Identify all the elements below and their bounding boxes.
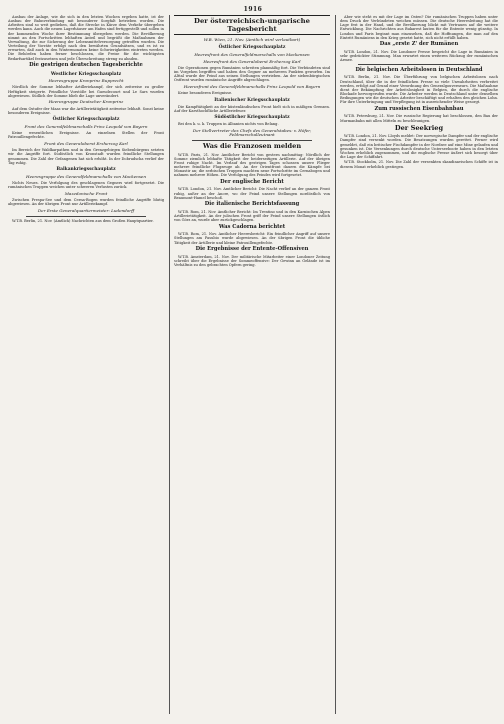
column-right: [340, 15, 498, 718]
report-paragraph: W.T.B. Amsterdam, 21. Nov. Der militärische Mitarbeiter einer Londoner Zeitung schreibt über die Ergebnisse der Sommeoffensive: Der Gewinn an Gelände ist im Verhältnis zu den gebrachten Opfern gering.: [174, 254, 330, 268]
subheading: Heeresfront des Generalfeldmarschalls Prinz Leopold von Bayern: [183, 84, 321, 90]
newspaper-page: [8, 6, 498, 718]
report-paragraph: Im Bereich der Waldkarpathen und in den Grenzgebirgen Siebenbürgens setzten wir die Angriffe fort. Südöstlich von Kronstadt wurden feindliche Stellungen genommen. Die Zahl der Gefangenen hat sich erhöht. In der Dobrudscha verlief der Tag ruhig.: [8, 148, 164, 165]
subheading: Balkankriegsschauplatz: [56, 167, 116, 173]
section-heading: Zum russischen Eisenbahnbau: [374, 105, 464, 112]
section-heading: Der englische Bericht: [220, 178, 284, 185]
report-paragraph: Die Operationen gegen Rumänien schreiten planmäßig fort. Die Verbündeten sind im Vorgehen begriffen und haben den Gegner an mehreren Punkten geworfen. Im Alttal wurde der Feind aus seinen Stellungen vertrieben. An der siebenbürgischen Ostfront wurden rumänische Angriffe abgeschlagen.: [174, 65, 330, 83]
subheading: Östlicher Kriegsschauplatz: [52, 117, 120, 123]
subheading: Heeresfront des Generaloberst Erzherzog Karl: [203, 58, 301, 64]
section-heading: Die belgischen Arbeitslosen in Deutschland: [355, 66, 483, 73]
dateline: W.B. Wien, 21. Nov. (Amtlich wird verlautbart): [203, 36, 301, 42]
section-heading: Was Cadorna berichtet: [218, 223, 286, 230]
subheading: Front des Generaloberst Erzherzog Karl: [44, 141, 128, 147]
report-paragraph: Bei den k. u. k. Truppen in Albanien nichts von Belang.: [178, 121, 279, 126]
report-paragraph: W.T.B. London, 21. Nov. Amtlicher Bericht: Die Nacht verlief an der ganzen Front ruhig, außer an der Ancre, wo der Feind unsere Stellungen nordöstlich von Beaumont-Hamel beschoß.: [174, 187, 330, 200]
subheading: Heeresgruppe des Generalfeldmarschalls von Mackensen: [26, 173, 146, 179]
column-divider: [335, 15, 336, 714]
report-paragraph: Keine wesentlichen Ereignisse. An einzelnen Stellen der Front Patrouillengefechte.: [8, 131, 164, 140]
separator: [26, 216, 146, 217]
subheading: Front des Generalfeldmarschalls Prinz Leopold von Bayern: [24, 124, 148, 129]
report-paragraph: Zwischen Prespa-See und dem Cerna-Bogen wurden feindliche Angriffe blutig abgewiesen. An der übrigen Front nur Artilleriekampf.: [8, 198, 164, 207]
subheading: Westlicher Kriegsschauplatz: [50, 71, 122, 77]
intro-paragraph: Aber wie steht es mit der Lage im Osten? Die rumänischen Truppen haben unter dem Druck der Verbündeten weichen müssen. Die deutsche Heeresleitung hat die Lage fest in der Hand, und die Bevölkerung blickt mit Vertrauen auf die weitere Entwicklung. Die Nachrichten aus Bukarest lauten für die Entente wenig günstig. In London und Paris beginnt man einzusehen, daß die Hoffnungen, die man auf den Eintritt Rumäniens in den Krieg gesetzt hatte, sich nicht erfüllt haben.: [340, 15, 498, 40]
report-paragraph: W.T.B. Berlin, 21. Nov. Die Überführung von belgischen Arbeitslosen nach Deutschland, über die in der feindlichen Presse so viele Unwahrheiten verbreitet werden, erfolgt auf Grund einer Verordnung des Generalgouverneurs. Die Maßnahme dient der Bekämpfung der Arbeitslosigkeit in Belgien, die durch die englische Blockade hervorgerufen wurde. Die Arbeiter werden in Deutschland unter denselben Bedingungen wie die deutschen Arbeiter beschäftigt und erhalten den gleichen Lohn. Für ihre Unterbringung und Verpflegung ist in ausreichender Weise gesorgt.: [340, 75, 498, 105]
column-divider: [169, 15, 170, 714]
subheading: Italienischer Kriegsschauplatz: [214, 97, 290, 103]
section-heading: Die italienische Berichtsfassung: [204, 201, 300, 208]
subheading: Östlicher Kriegsschauplatz: [218, 45, 286, 51]
report-paragraph: W.T.B. Stockholm, 21. Nov. Die Zahl der versenkten skandinavischen Schiffe ist in diesem Monat erheblich gestiegen.: [340, 160, 498, 169]
column-banner: Der österreichisch-ungarische Tagesbericht: [174, 15, 330, 35]
report-paragraph: Nördlich der Somme lebhafter Artilleriekampf, der sich zeitweise zu großer Heftigkeit steigerte. Feindliche Vorstöße bei Gueudecourt und Le Sars wurden abgewiesen. Südlich der Somme blieb die Lage unverändert.: [8, 85, 164, 98]
report-paragraph: W.T.B. London, 21. Nov. Lloyds meldet: Der norwegische Dampfer und der englische Dampfer sind versenkt worden. Die Besatzungen wurden gerettet. Ferner wird gemeldet, daß ein britischer Fischdampfer in der Nordsee auf eine Mine gelaufen und gesunken ist. Die Versenkungen durch deutsche Unterseeboote haben in den letzten Wochen erheblich zugenommen, und die englische Presse äußert sich besorgt über die Lage der Schiffahrt.: [340, 134, 498, 160]
section-heading: Der Seekrieg: [394, 124, 444, 133]
section-heading: Die Ergebnisse der Entente-Offensiven: [195, 246, 309, 253]
separator: [358, 64, 480, 65]
report-paragraph: W.T.B. Paris, 21. Nov. Amtlicher Bericht von gestern nachmittag: Nördlich der Somme ziemlich lebhafte Tätigkeit der beiderseitigen Artillerie. Auf der übrigen Front ruhige Nacht. Im Verlauf des gestrigen Tages schossen unsere Flieger mehrere feindliche Flugzeuge ab. An der Orientfront dauern die Kämpfe bei Monastir an; die serbischen Truppen machten neue Fortschritte im Cernabogen und nahmen mehrere Höhen. Die Verfolgung des Feindes wird fortgesetzt.: [174, 152, 330, 178]
section-heading: Die gestrigen deutschen Tagesberichte: [29, 62, 143, 69]
section-heading: Was die Franzosen melden: [202, 142, 302, 151]
report-paragraph: Die Kampftätigkeit an der küstenländischen Front hielt sich in mäßigen Grenzen. Auf der Karsthochfläche Artilleriefeuer.: [174, 104, 330, 113]
dateline-paragraph: W.T.B. Berlin, 21. Nov. (Amtlich) Nachrichten aus dem Großen Hauptquartier.: [12, 218, 154, 223]
page-number: 1916: [243, 6, 263, 13]
report-paragraph: W.T.B. London, 21. Nov. Die Londoner Presse bespricht die Lage in Rumänien in sehr gedrückter Stimmung. Man erwartet einen weiteren Rückzug der rumänischen Armee.: [340, 49, 498, 63]
intro-paragraph: Ausbau der Anlage, wie die sich in den letzten Wochen ergeben hatte, ist der Ausbau der Bahnverbindung mit besonderer Sorgfalt betrieben worden. Die Arbeiten sind so weit gediehen, daß die Strecke in Kürze dem Verkehr übergeben werden kann. Auch die neuen Lagerhäuser am Hafen sind fertiggestellt und sollen in der kommenden Woche ihrer Bestimmung übergeben werden. Die Bevölkerung nimmt an den Fortschritten lebhaften Anteil und begrüßt die Maßnahmen der Verwaltung, die zur Sicherung der Lebensmittelversorgung getroffen wurden. Die Verteilung der Vorräte erfolgt nach den bewährten Grundsätzen, und es ist zu erwarten, daß auch in den Wintermonaten keine Schwierigkeiten eintreten werden. Die Behörden haben ferner beschlossen, die Preise für die wichtigsten Bedarfsartikel festzusetzen und jede Überschreitung streng zu ahnden.: [8, 15, 164, 61]
separator: [192, 140, 312, 141]
report-paragraph: W.T.B. Rom, 21. Nov. Amtlicher Heeresbericht: Ein feindlicher Angriff auf unsere Stellungen am Pasubio wurde abgewiesen. An der übrigen Front die übliche Tätigkeit der Artillerie und kleine Patrouillengefechte.: [174, 232, 330, 245]
column-middle: [174, 15, 330, 718]
section-heading: Das „erste Z' der Rumänen: [379, 41, 459, 48]
subheading: Mazedonische Front: [64, 190, 108, 196]
subheading: Südöstlicher Kriegsschauplatz: [214, 115, 290, 121]
report-paragraph: W.T.B. Rom, 21. Nov. Amtlicher Bericht: Im Trentino und in den Karnischen Alpen Artillerietätigkeit. An der julischen Front griff der Feind unsere Stellungen östlich von Görz an, wurde aber zurückgeschlagen.: [174, 209, 330, 223]
report-paragraph: W.T.B. Petersburg, 21. Nov. Die russische Regierung hat beschlossen, den Bau der Murmanbahn mit allen Mitteln zu beschleunigen.: [340, 114, 498, 123]
column-left: [8, 15, 164, 718]
subheading: Heeresfront des Generalfeldmarschalls von Mackensen: [194, 51, 310, 57]
subheading: Heeresgruppe Deutscher Kronprinz: [48, 99, 124, 105]
subheading: Heeresgruppe Kronprinz Rupprecht: [48, 78, 124, 84]
report-paragraph: Keine besonderen Ereignisse.: [178, 91, 233, 96]
signature-line: Der Stellvertreter des Chefs des Generalstabes: v. Höfer, Feldmarschalleutnant: [192, 127, 312, 138]
signature-line: Der Erste Generalquartiermeister: Ludendorff: [37, 207, 135, 213]
report-paragraph: Auf dem Ostufer der Maas war die Artillerietätigkeit zeitweise lebhaft. Sonst keine besonderen Ereignisse.: [8, 106, 164, 115]
report-paragraph: Nichts Neues. Die Verfolgung des geschlagenen Gegners wird fortgesetzt. Die rumänischen Truppen weichen unter schweren Verlusten zurück.: [8, 181, 164, 190]
